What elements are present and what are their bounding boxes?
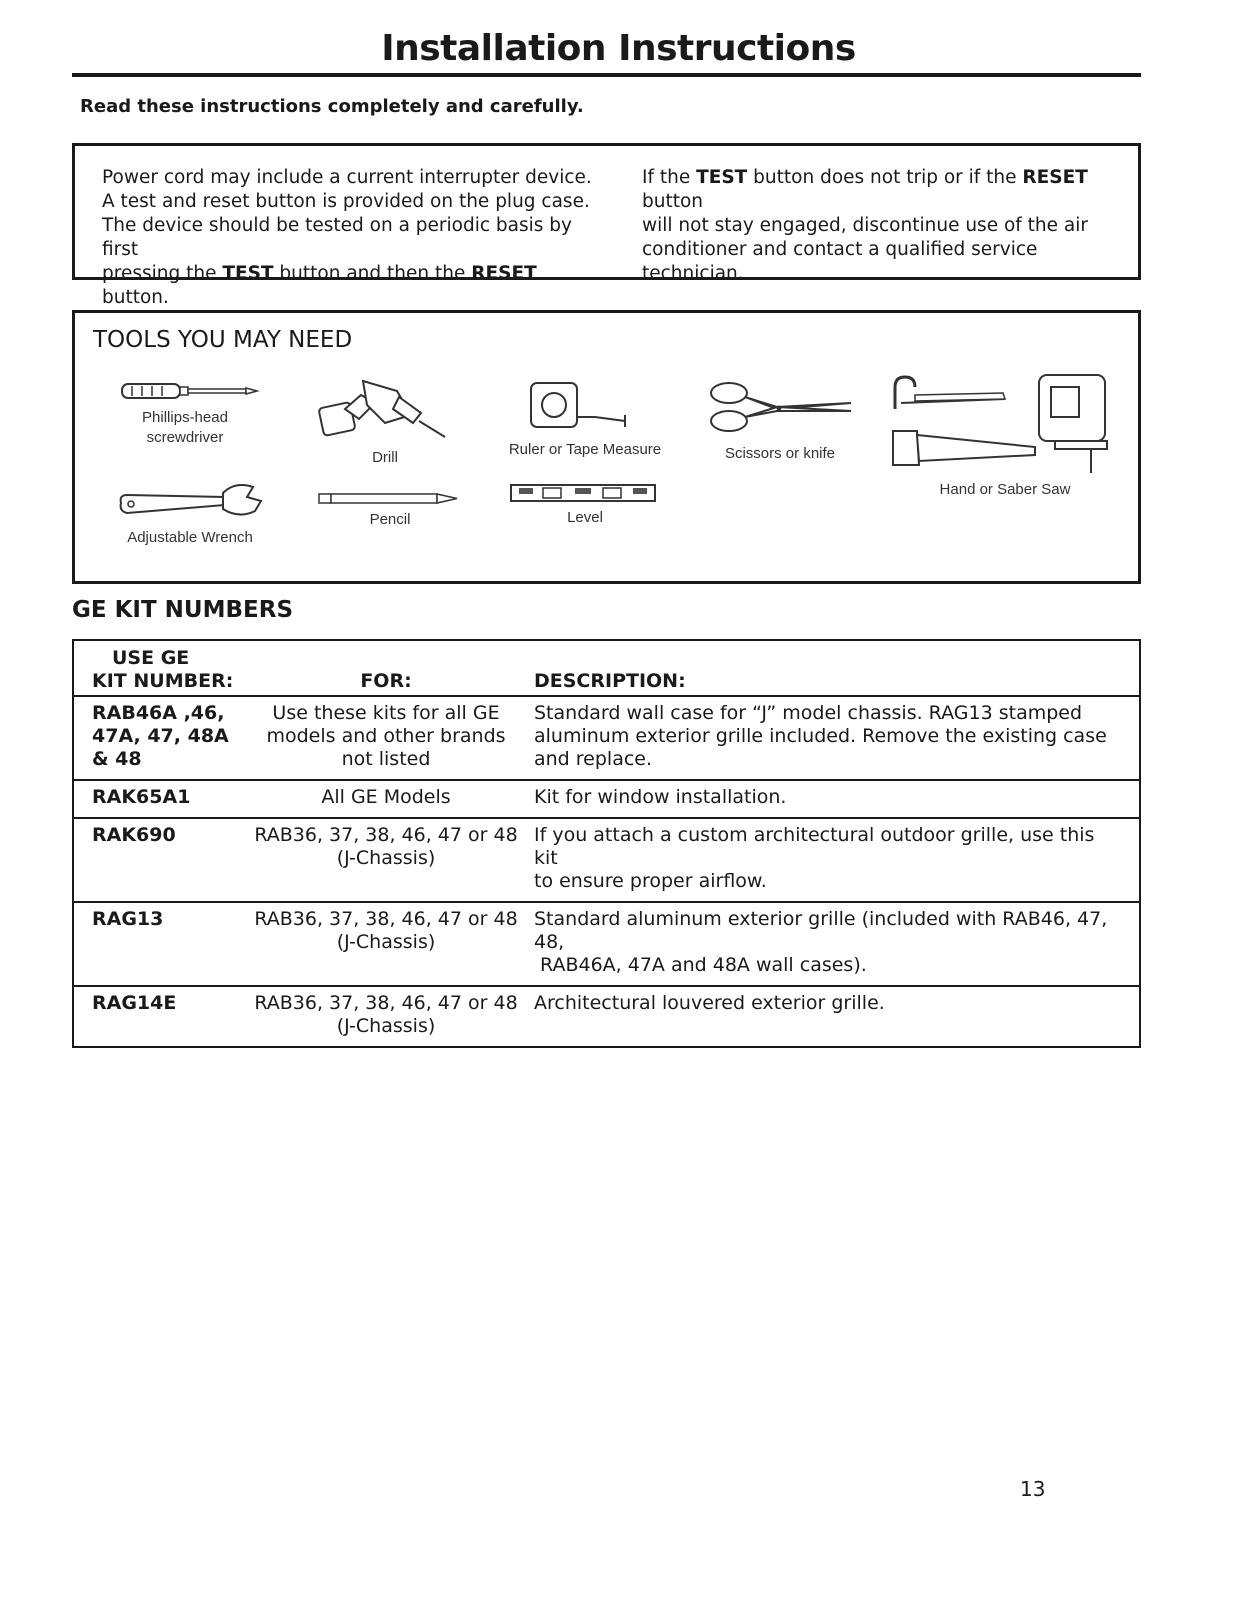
tool-label: Hand or Saber Saw: [939, 481, 1071, 498]
cell-line: RAB46A ,46,: [92, 702, 225, 724]
tool-label: Level: [567, 509, 603, 526]
description-cell: [530, 986, 1140, 1047]
tool-label: screwdriver: [146, 429, 224, 446]
cell-line: not listed: [341, 748, 431, 770]
test-keyword: TEST: [696, 167, 748, 188]
page-title: Installation Instructions: [381, 28, 856, 69]
subheading: Read these instructions completely and carefully.: [80, 96, 584, 117]
cell-line: (J-Chassis): [336, 847, 436, 869]
notice-text: button and then the: [273, 263, 472, 284]
tool-label: Phillips-head: [142, 409, 228, 426]
table-row: [73, 818, 1140, 902]
tape-measure-icon: [525, 377, 645, 433]
tool-label: Adjustable Wrench: [127, 529, 253, 546]
notice-text: pressing the: [102, 263, 223, 284]
notice-line: conditioner and contact a qualified service technician.: [642, 239, 1038, 284]
cell-line: RAK65A1: [92, 786, 191, 808]
tool-saw: [885, 369, 1125, 504]
notice-box: [72, 143, 1141, 308]
test-keyword: TEST: [222, 263, 274, 284]
notice-line: Power cord may include a current interrupter device.: [102, 167, 592, 188]
cell-line: RAK690: [92, 824, 176, 846]
title-rule: [72, 73, 1141, 77]
reset-keyword: RESET: [471, 263, 537, 284]
tool-pencil: [315, 489, 465, 539]
saw-icon: [885, 369, 1125, 479]
for-cell: [242, 696, 530, 780]
kit-number-cell: [73, 696, 242, 780]
notice-right: [642, 166, 1132, 286]
cell-line: Kit for window installation.: [534, 786, 787, 808]
notice-line: will not stay engaged, discontinue use of the air: [642, 215, 1088, 236]
tool-screwdriver: [115, 375, 265, 465]
column-header-kit: [73, 640, 242, 696]
tools-heading: TOOLS YOU MAY NEED: [93, 327, 353, 353]
kit-numbers-heading: GE KIT NUMBERS: [72, 597, 294, 623]
for-cell: [242, 902, 530, 986]
cell-line: (J-Chassis): [336, 1015, 436, 1037]
for-cell: [242, 780, 530, 818]
tool-wrench: [105, 481, 275, 551]
for-cell: [242, 818, 530, 902]
cell-line: and replace.: [534, 748, 653, 770]
tool-level: [505, 481, 665, 531]
notice-line: [102, 262, 592, 310]
kit-number-cell: [73, 902, 242, 986]
cell-line: RAB36, 37, 38, 46, 47 or 48: [254, 992, 518, 1014]
notice-line: The device should be tested on a periodic basis by first: [102, 215, 572, 260]
cell-line: 47A, 47, 48A: [92, 725, 229, 747]
notice-text: If the: [642, 167, 697, 188]
table-header-row: [73, 640, 1140, 696]
cell-line: aluminum exterior grille included. Remove the existing case: [534, 725, 1107, 747]
notice-text: button: [642, 191, 704, 212]
notice-text: button.: [102, 287, 169, 308]
cell-line: All GE Models: [321, 786, 451, 808]
column-header-line: KIT NUMBER:: [92, 670, 234, 692]
cell-line: RAB46A, 47A and 48A wall cases).: [534, 954, 867, 976]
cell-line: RAB36, 37, 38, 46, 47 or 48: [254, 908, 518, 930]
kit-number-cell: [73, 818, 242, 902]
description-cell: [530, 818, 1140, 902]
cell-line: RAG13: [92, 908, 164, 930]
cell-line: to ensure proper airflow.: [534, 870, 767, 892]
cell-line: Standard aluminum exterior grille (included with RAB46, 47, 48,: [534, 908, 1108, 953]
cell-line: Standard wall case for “J” model chassis. RAG13 stamped: [534, 702, 1083, 724]
cell-line: RAB36, 37, 38, 46, 47 or 48: [254, 824, 518, 846]
cell-line: RAG14E: [92, 992, 177, 1014]
notice-text: button does not trip or if the: [747, 167, 1023, 188]
notice-left: [102, 166, 592, 310]
tool-drill: [315, 375, 465, 470]
drill-icon: [315, 375, 455, 441]
description-cell: [530, 780, 1140, 818]
table-row: [73, 902, 1140, 986]
cell-line: Architectural louvered exterior grille.: [534, 992, 885, 1014]
tool-scissors: [695, 375, 865, 470]
pencil-icon: [315, 491, 465, 507]
description-cell: [530, 696, 1140, 780]
cell-line: & 48: [92, 748, 142, 770]
tool-label: Ruler or Tape Measure: [508, 441, 662, 458]
table-row: [73, 696, 1140, 780]
wrench-icon: [115, 481, 265, 521]
cell-line: Use these kits for all GE: [272, 702, 500, 724]
level-icon: [509, 483, 659, 503]
table-row: [73, 986, 1140, 1047]
notice-line: A test and reset button is provided on the plug case.: [102, 191, 590, 212]
notice-line: [642, 166, 1132, 214]
table-row: [73, 780, 1140, 818]
for-cell: [242, 986, 530, 1047]
cell-line: (J-Chassis): [336, 931, 436, 953]
tool-label: Pencil: [369, 511, 411, 528]
column-header-for: FOR:: [360, 670, 412, 692]
page-number: 13: [1020, 1477, 1046, 1501]
cell-line: If you attach a custom architectural outdoor grille, use this kit: [534, 824, 1095, 869]
kit-number-cell: [73, 780, 242, 818]
column-header-line: USE GE: [112, 647, 190, 669]
column-header-description: DESCRIPTION:: [534, 670, 686, 692]
tools-box: [72, 310, 1141, 584]
cell-line: models and other brands: [266, 725, 506, 747]
tool-label: Drill: [372, 449, 398, 466]
tool-tape-measure: [495, 375, 675, 470]
reset-keyword: RESET: [1022, 167, 1088, 188]
screwdriver-icon: [120, 379, 260, 403]
kit-numbers-table: [72, 639, 1141, 1048]
description-cell: [530, 902, 1140, 986]
tool-label: Scissors or knife: [724, 445, 836, 462]
kit-number-cell: [73, 986, 242, 1047]
scissors-icon: [705, 379, 855, 435]
